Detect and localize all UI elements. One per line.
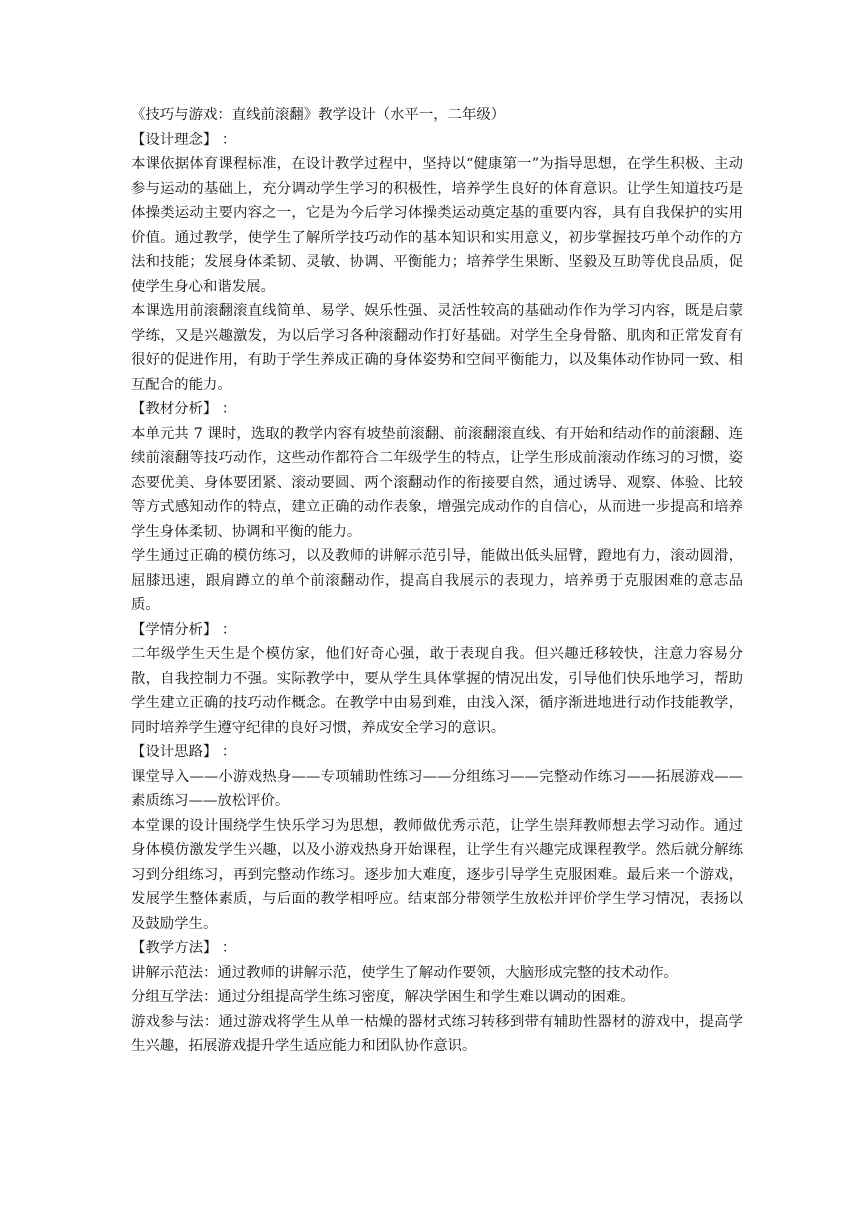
paragraph-teaching-methods-1: 讲解示范法：通过教师的讲解示范，使学生了解动作要领，大脑形成完整的技术动作。 — [131, 964, 678, 981]
paragraph-design-approach-1: 课堂导入——小游戏热身——专项辅助性练习——分组练习——完整动作练习——拓展游戏——素质练习——放松评价。 — [131, 768, 743, 809]
paragraph-design-concept-1: 本课依据体育课程标准，在设计教学过程中，坚持以“健康第一”为指导思想，在学生积极、主动参与运动的基础上，充分调动学生学习的积极性，培养学生良好的体育意识。让学生知道技巧是体操类运动主要内容之一，它是为今后学习体操类运动奠定基的重要内容，具有自我保护的实用价值。通过教学，使学生了解所学技巧动作的基本知识和实用意义，初步掌握技巧单个动作的方法和技能；发展身体柔韧、灵敏、协调、平衡能力；培养学生果断、坚毅及互助等优良品质，促使学生身心和谐发展。 — [131, 156, 743, 295]
heading-material-analysis: 【教材分析】 ： — [131, 401, 237, 417]
heading-student-analysis: 【学情分析】 ： — [131, 621, 237, 638]
paragraph-design-approach-2: 本堂课的设计围绕学生快乐学习为思想，教师做优秀示范，让学生崇拜教师想去学习动作。通过身体模仿激发学生兴趣，以及小游戏热身开始课程，让学生有兴趣完成课程教学。然后就分解练习到分组练习，再到完整动作练习。逐步加大难度，逐步引导学生克服困难。最后来一个游戏，发展学生整体素质，与后面的教学相呼应。结束部分带领学生放松并评价学生学习情况，表扬以及鼓励学生。 — [131, 817, 743, 932]
heading-teaching-methods: 【教学方法】 ： — [131, 940, 237, 956]
heading-design-concept: 【设计理念】 ： — [131, 131, 237, 148]
paragraph-material-analysis-1: 本单元共 7 课时，选取的教学内容有坡垫前滚翻、前滚翻滚直线、有开始和结动作的前滚翻、连续前滚翻等技巧动作，这些动作都符合二年级学生的特点，让学生形成前滚动作练习的习惯，姿态要优美、身体要团紧、滚动要圆、两个滚翻动作的衔接要自然，通过诱导、观察、体验、比较等方式感知动作的特点，建立正确的动作表象，增强完成动作的自信心，从而进一步提高和培养学生身体柔韧、协调和平衡的能力。 — [131, 425, 743, 540]
paragraph-teaching-methods-3: 游戏参与法：通过游戏将学生从单一枯燥的器材式练习转移到带有辅助性器材的游戏中，提高学生兴趣，拓展游戏提升学生适应能力和团队协作意识。 — [131, 1013, 743, 1054]
paragraph-material-analysis-2: 学生通过正确的模仿练习，以及教师的讲解示范引导，能做出低头屈臂，蹬地有力，滚动圆滑，屈膝迅速，跟肩蹲立的单个前滚翻动作，提高自我展示的表现力，培养勇于克服困难的意志品质。 — [131, 548, 743, 613]
heading-design-approach: 【设计思路】 ： — [131, 744, 237, 760]
paragraph-student-analysis-1: 二年级学生天生是个模仿家，他们好奇心强，敢于表现自我。但兴趣迁移较快，注意力容易分散，自我控制力不强。实际教学中，要从学生具体掌握的情况出发，引导他们快乐地学习，帮助学生建立正确的技巧动作概念。在教学中由易到难，由浅入深，循序渐进地进行动作技能教学，同时培养学生遵守纪律的良好习惯，养成安全学习的意识。 — [131, 646, 743, 736]
paragraph-teaching-methods-2: 分组互学法：通过分组提高学生练习密度，解决学困生和学生难以调动的困难。 — [131, 989, 635, 1005]
document-body — [131, 103, 743, 1059]
document-title: 《技巧与游戏：直线前滚翻》教学设计（水平一，二年级） — [131, 107, 506, 123]
paragraph-design-concept-2: 本课选用前滚翻滚直线简单、易学、娱乐性强、灵活性较高的基础动作作为学习内容，既是启蒙学练，又是兴趣激发，为以后学习各种滚翻动作打好基础。对学生全身骨骼、肌肉和正常发育有很好的促进作用，有助于学生养成正确的身体姿势和空间平衡能力，以及集体动作协同一致、相互配合的能力。 — [131, 303, 743, 393]
